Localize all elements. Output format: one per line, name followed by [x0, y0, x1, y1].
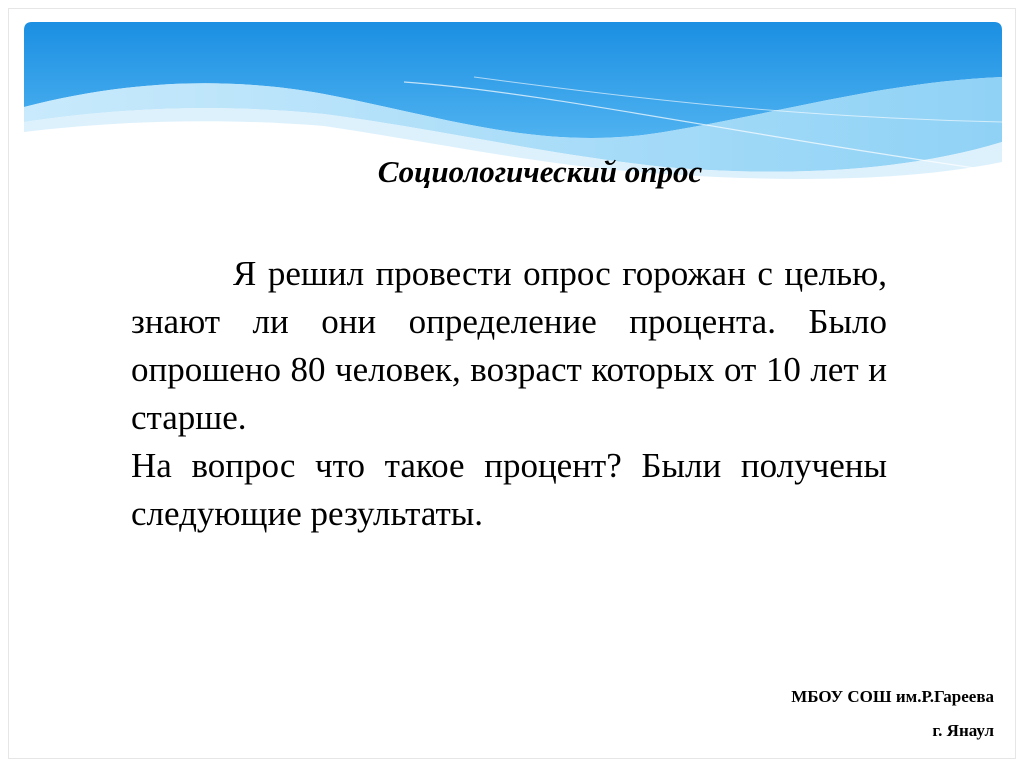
body-paragraph-1: Я решил провести опрос горожан с целью, знают ли они определение процента. Было опрошено 80 человек, возраст которых от 10 лет и старше.: [131, 254, 887, 437]
slide-body: [131, 250, 887, 538]
slide-title: Социологический опрос: [377, 154, 703, 189]
body-paragraph-2: На вопрос что такое процент? Были получены следующие результаты.: [131, 446, 887, 533]
footer-school: МБОУ СОШ им.Р.Гареева: [791, 687, 994, 706]
slide-footer: [791, 680, 994, 748]
footer-city: г. Янаул: [932, 721, 994, 740]
